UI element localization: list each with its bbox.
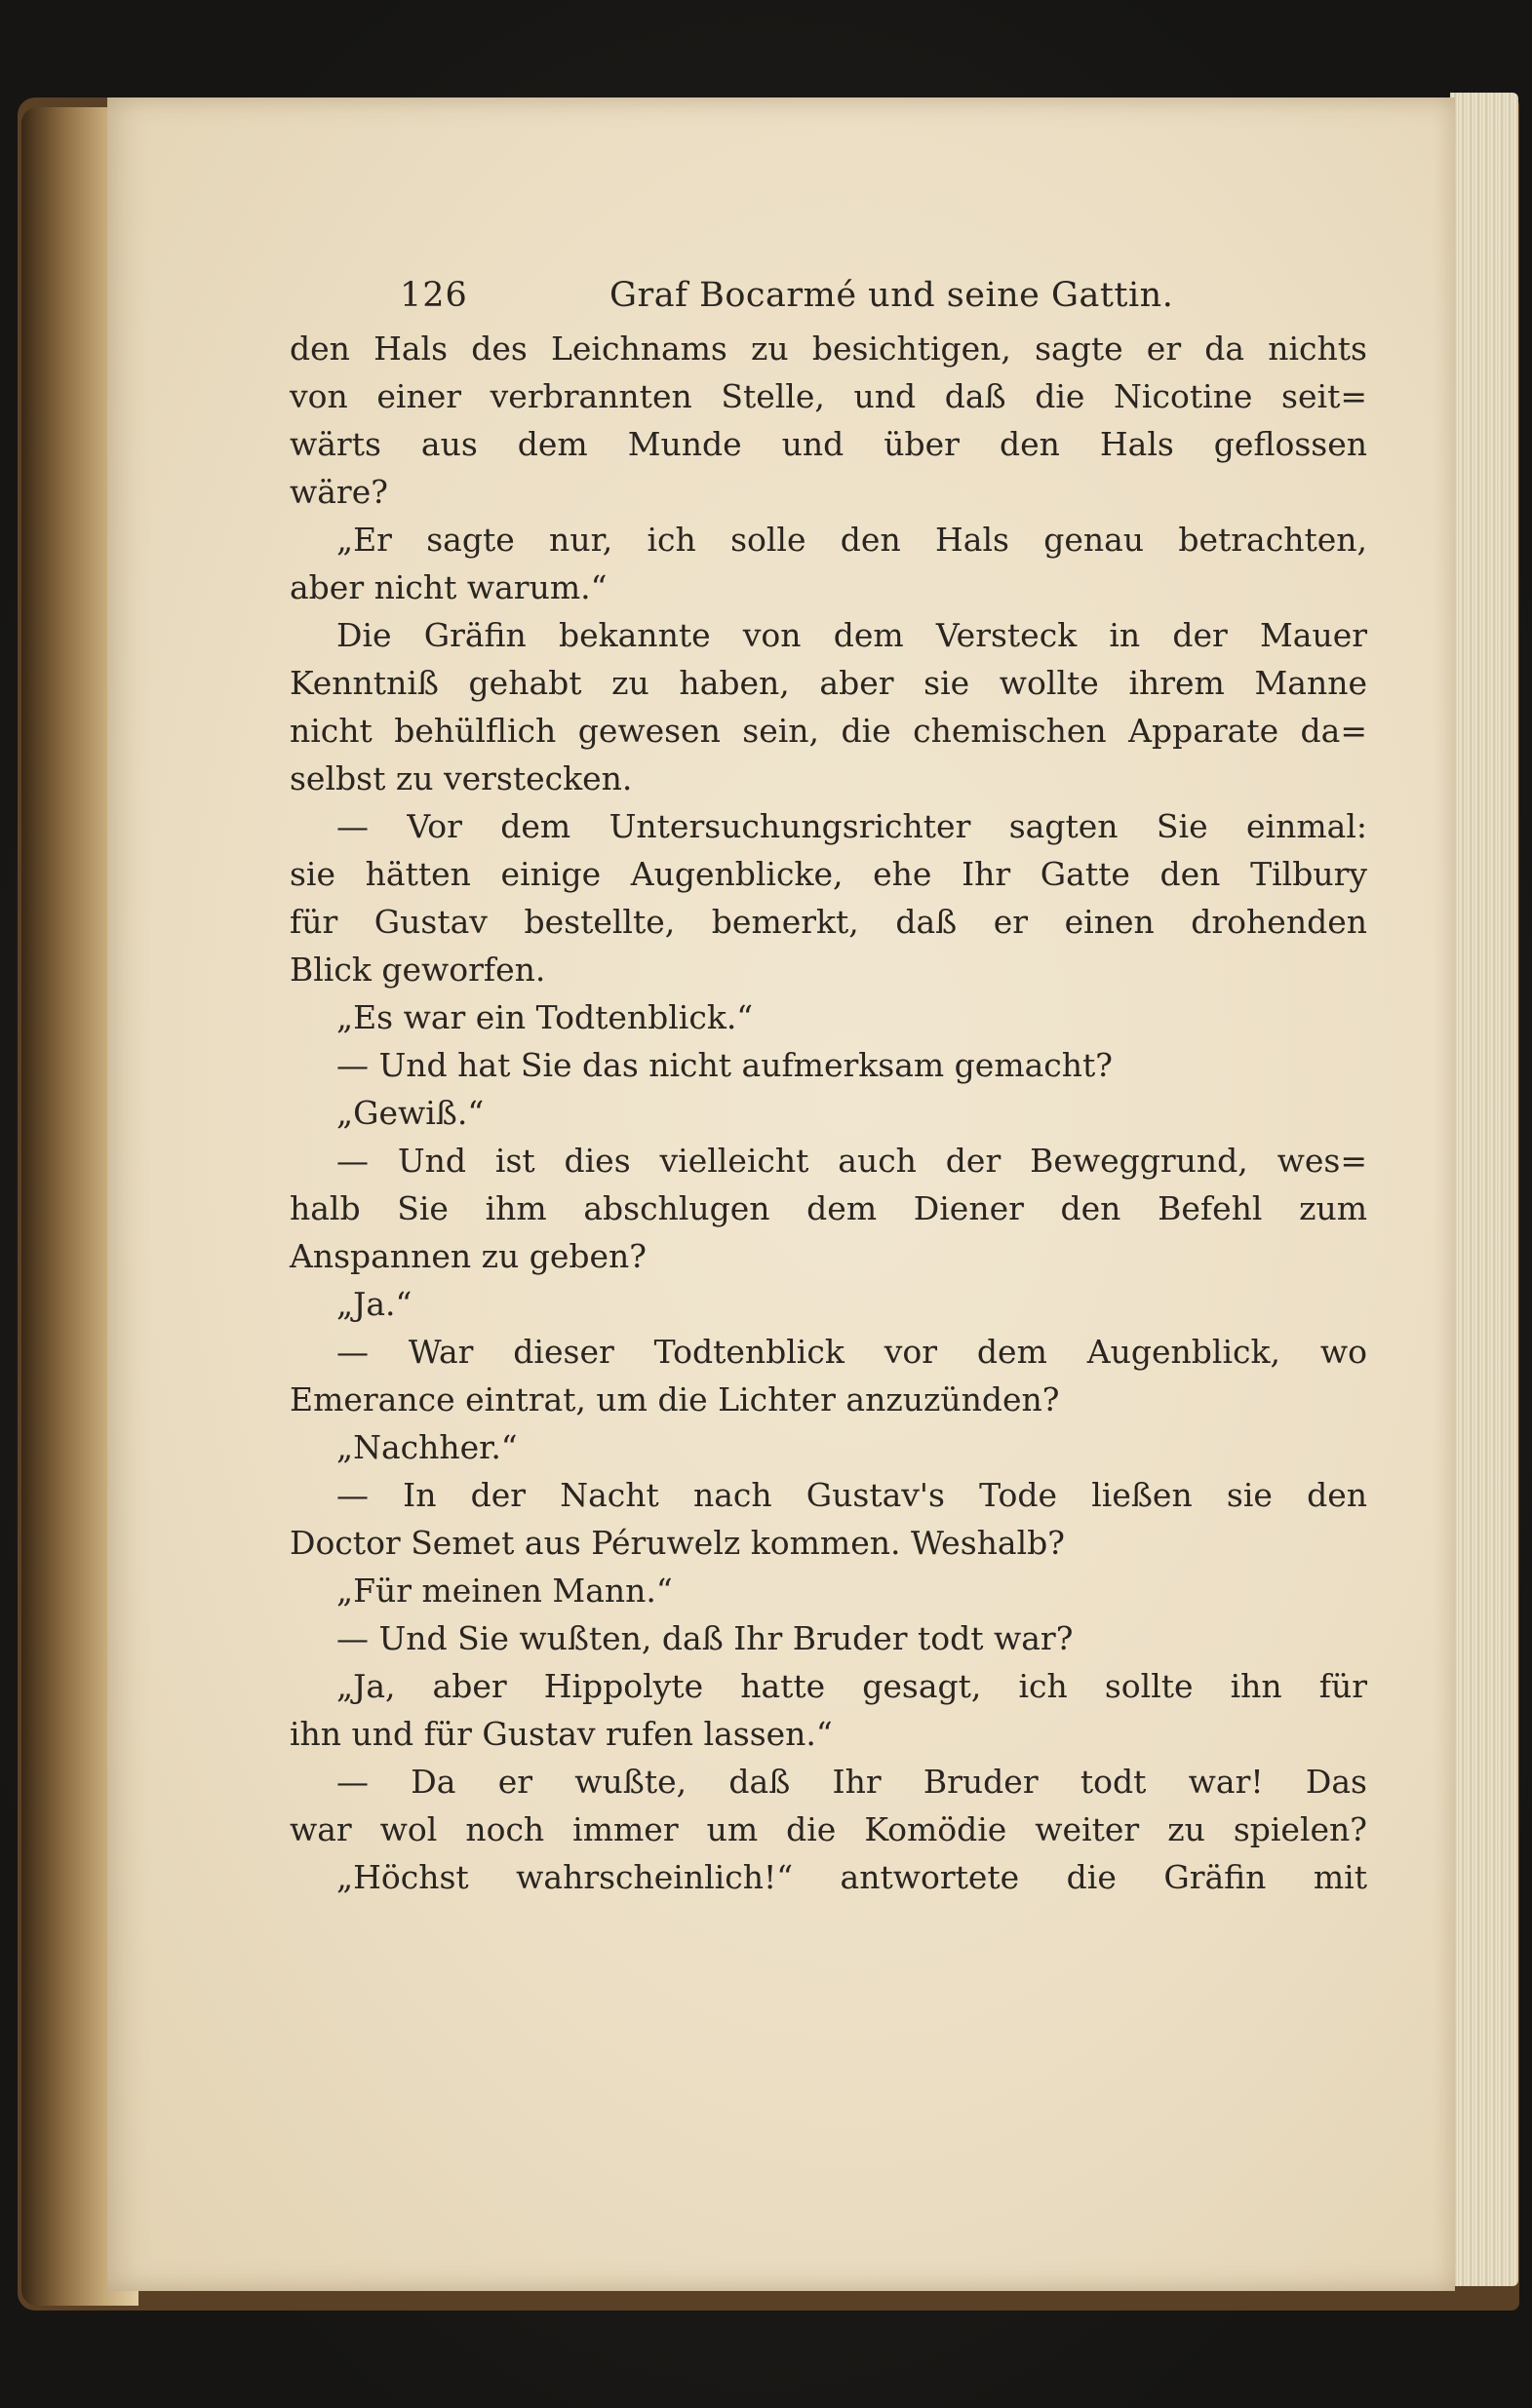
text-line: halb Sie ihm abschlugen dem Diener den Befehl zum [290,1189,1367,1227]
text-line: „Ja, aber Hippolyte hatte gesagt, ich sollte ihn für [336,1667,1367,1705]
text-line: — Und Sie wußten, daß Ihr Bruder todt war? [336,1619,1074,1657]
text-line: war wol noch immer um die Komödie weiter zu spielen? [290,1810,1367,1848]
text-line: „Ja.“ [336,1285,412,1323]
text-line: „Höchst wahrscheinlich!“ antwortete die Gräfin mit [336,1858,1367,1896]
text-line: Blick geworfen. [290,951,546,989]
text-line: Kenntniß gehabt zu haben, aber sie wollte ihrem Manne [290,664,1367,702]
text-line: — In der Nacht nach Gustav's Tode ließen sie den [336,1476,1367,1514]
text-line: Doctor Semet aus Péruwelz kommen. Weshalb? [290,1524,1065,1562]
text-line: den Hals des Leichnams zu besichtigen, sagte er da nichts [290,330,1367,368]
text-line: — Und hat Sie das nicht aufmerksam gemacht? [336,1046,1113,1084]
text-line: selbst zu verstecken. [290,759,633,797]
text-line: „Für meinen Mann.“ [336,1572,673,1610]
page-number: 126 [400,276,468,315]
text-line: nicht behülflich gewesen sein, die chemischen Apparate da= [290,712,1367,750]
text-line: aber nicht warum.“ [290,568,608,606]
running-head [290,276,1367,325]
text-line: Emerance eintrat, um die Lichter anzuzünden? [290,1380,1060,1418]
right-page-leaves [1450,93,1518,2286]
text-line: ihn und für Gustav rufen lassen.“ [290,1715,833,1753]
page-text-block [290,276,1367,1901]
text-line: — Vor dem Untersuchungsrichter sagten Sie einmal: [336,807,1367,845]
text-line: sie hätten einige Augenblicke, ehe Ihr Gatte den Tilbury [290,855,1367,893]
text-line: — War dieser Todtenblick vor dem Augenblick, wo [336,1333,1367,1371]
text-line: Anspannen zu geben? [290,1237,647,1275]
text-line: von einer verbrannten Stelle, und daß die Nicotine seit= [290,377,1367,415]
text-line: — Und ist dies vielleicht auch der Beweggrund, wes= [336,1142,1367,1180]
text-line: „Gewiß.“ [336,1094,485,1132]
body-text [290,325,1367,1901]
text-line: wärts aus dem Munde und über den Hals geflossen [290,425,1367,463]
running-title: Graf Bocarmé und seine Gattin. [609,276,1174,315]
text-line: „Er sagte nur, ich solle den Hals genau betrachten, [336,521,1367,559]
text-line: — Da er wußte, daß Ihr Bruder todt war! Das [336,1763,1367,1801]
text-line: Die Gräfin bekannte von dem Versteck in der Mauer [336,616,1367,654]
text-line: „Es war ein Todtenblick.“ [336,998,754,1036]
text-line: wäre? [290,473,388,511]
text-line: „Nachher.“ [336,1428,518,1466]
text-line: für Gustav bestellte, bemerkt, daß er einen drohenden [290,903,1367,941]
